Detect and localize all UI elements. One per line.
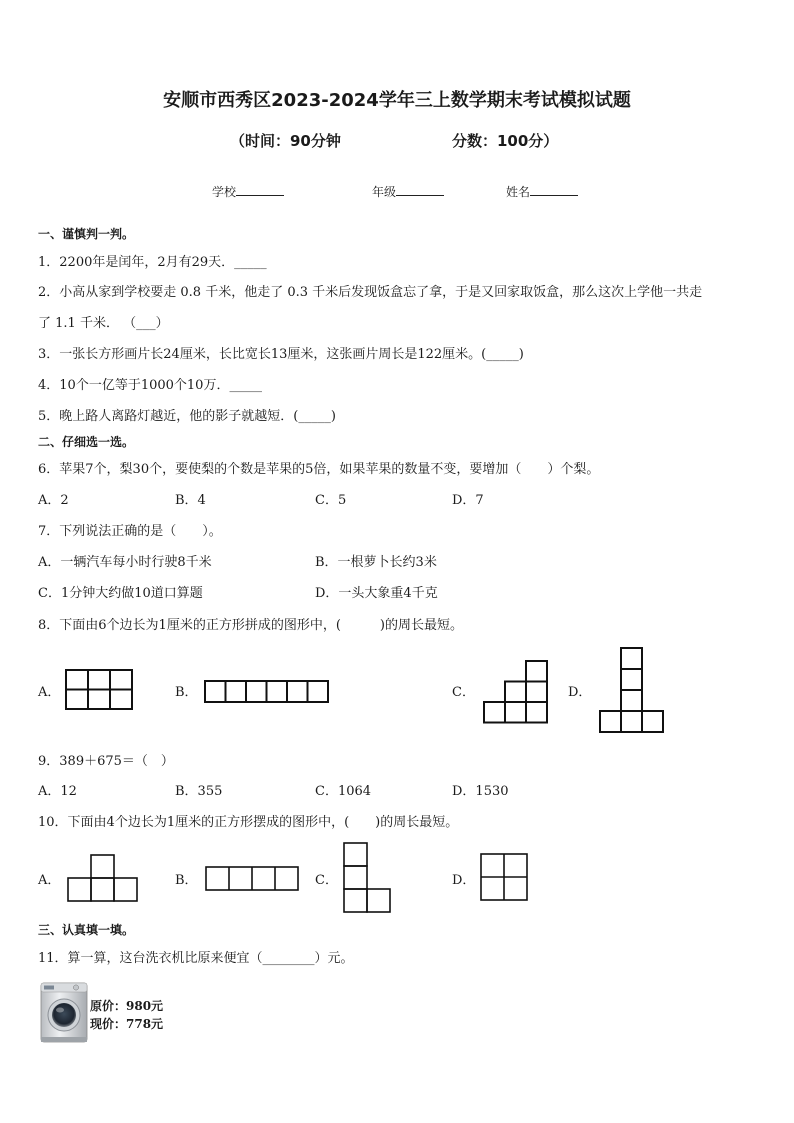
q9-option-a[interactable]: A．12	[38, 784, 77, 799]
question-10: 10．下面由4个边长为1厘米的正方形摆成的图形中，( )的周长最短。	[38, 815, 459, 830]
q8-option-c-label[interactable]: C．	[452, 685, 475, 700]
name-field[interactable]	[506, 183, 578, 200]
section-1-heading: 一、谨慎判一判。	[38, 227, 135, 241]
q8-figure-a	[65, 669, 135, 711]
section-3-heading: 三、认真填一填。	[38, 923, 135, 937]
q6-option-c[interactable]: C．5	[315, 493, 347, 508]
q7-option-b[interactable]: B．一根萝卜长约3米	[315, 555, 437, 570]
q7-option-a[interactable]: A．一辆汽车每小时行驶8千米	[38, 555, 212, 570]
q10-option-a-label[interactable]: A．	[38, 873, 61, 888]
washing-machine-image	[39, 982, 89, 1044]
exam-time: （时间：90分钟	[230, 132, 341, 150]
school-label: 学校	[212, 185, 237, 199]
page-title: 安顺市西秀区2023-2024学年三上数学期末考试模拟试题	[163, 90, 631, 111]
q10-option-c-label[interactable]: C．	[315, 873, 338, 888]
question-9: 9．389＋675＝（ ）	[38, 754, 174, 769]
q8-option-a-label[interactable]: A．	[38, 685, 61, 700]
q10-figure-c	[343, 842, 392, 914]
q8-option-b-label[interactable]: B．	[175, 685, 198, 700]
name-label: 姓名	[506, 185, 531, 199]
original-price: 原价：980元	[90, 999, 164, 1013]
q6-option-d[interactable]: D．7	[452, 493, 484, 508]
q6-option-b[interactable]: B．4	[175, 493, 206, 508]
q8-figure-d	[599, 647, 665, 734]
school-field[interactable]	[212, 183, 284, 200]
q10-option-b-label[interactable]: B．	[175, 873, 198, 888]
section-2-heading: 二、仔细选一选。	[38, 435, 135, 449]
q10-option-d-label[interactable]: D．	[452, 873, 476, 888]
question-5: 5．晚上路人离路灯越近，他的影子就越短．(_____)	[38, 409, 336, 424]
grade-field[interactable]	[372, 183, 444, 200]
question-4: 4．10个一亿等于1000个10万．_____	[38, 378, 262, 393]
q8-figure-b	[204, 680, 330, 704]
q7-option-c[interactable]: C．1分钟大约做10道口算题	[38, 586, 203, 601]
question-8: 8．下面由6个边长为1厘米的正方形拼成的图形中，( )的周长最短。	[38, 618, 463, 633]
q7-option-d[interactable]: D．一头大象重4千克	[315, 586, 438, 601]
q10-figure-d	[480, 853, 529, 902]
question-1: 1．2200年是闰年，2月有29天．_____	[38, 255, 267, 270]
question-11: 11．算一算，这台洗衣机比原来便宜（________）元。	[38, 951, 354, 966]
q9-option-d[interactable]: D．1530	[452, 784, 509, 799]
q8-option-d-label[interactable]: D．	[568, 685, 592, 700]
q9-option-b[interactable]: B．355	[175, 784, 223, 799]
q10-figure-b	[205, 866, 300, 891]
question-2-line-2: 了 1.1 千米． （___）	[38, 316, 169, 331]
question-6: 6．苹果7个，梨30个，要使梨的个数是苹果的5倍，如果苹果的数量不变，要增加（ ）个梨。	[38, 462, 600, 477]
grade-label: 年级	[372, 185, 397, 199]
q10-figure-a	[67, 854, 139, 903]
current-price: 现价：778元	[90, 1017, 164, 1031]
question-3: 3．一张长方形画片长24厘米，长比宽长13厘米，这张画片周长是122厘米。(_____)	[38, 347, 524, 362]
question-2-line-1: 2．小高从家到学校要走 0.8 千米，他走了 0.3 千米后发现饭盒忘了拿，于是又回家取饭盒，那么这次上学他一共走	[38, 285, 703, 300]
q8-figure-c	[483, 660, 549, 724]
question-7: 7．下列说法正确的是（ ）。	[38, 524, 222, 539]
q9-option-c[interactable]: C．1064	[315, 784, 372, 799]
exam-score: 分数：100分）	[452, 132, 559, 150]
q6-option-a[interactable]: A．2	[38, 493, 69, 508]
